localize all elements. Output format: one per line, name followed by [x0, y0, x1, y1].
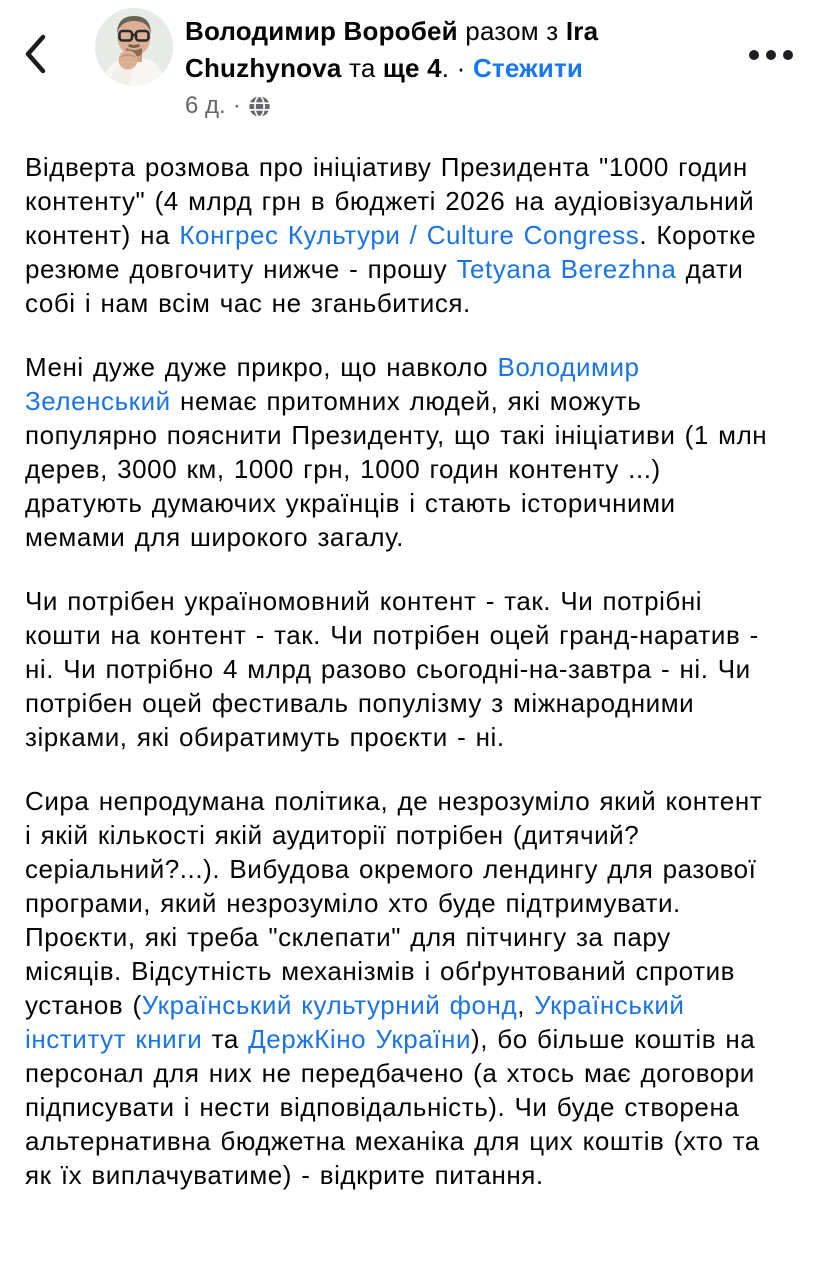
inline-link[interactable]: Український культурний фонд — [141, 990, 518, 1020]
more-options-button[interactable] — [747, 44, 795, 66]
follow-link[interactable]: Стежити — [472, 53, 584, 83]
text-segment: та — [341, 53, 383, 83]
post-byline — [185, 13, 713, 87]
profile-name-link[interactable]: ще 4 — [382, 53, 442, 83]
back-button[interactable] — [24, 30, 64, 80]
profile-name-link[interactable]: Ira Chuzhynova — [185, 16, 599, 83]
text-segment: Відверта розмова про ініціативу Президента "1000 годин контенту" (4 млрд грн в бюджеті 2026 на аудіовізуальний контент) на — [25, 152, 755, 250]
kebab-menu-icon — [766, 50, 776, 60]
text-segment: Сира непродумана політика, де незрозуміло який контент і якій кількості якій аудиторії потрібен (дитячий? серіальний?...). Вибудова окремого лендингу для разової програми, який незрозуміло хто буде підтримувати. Проєкти, які треба "склепати" для пітчингу за пару місяців. Відсутність механізмів і обґрунтований спротив установ ( — [25, 786, 763, 1020]
inline-link[interactable]: Український інститут книги — [25, 990, 685, 1054]
text-segment: ), бо більше коштів на персонал для них не передбачено (а хтось має договори підписувати і нести відповідальність). Чи буде створена альтернативна бюджетна механіка для цих коштів (хто та як їх виплачуватиме) - відкрите питання. — [25, 1024, 760, 1190]
timestamp: 6 д. — [185, 92, 226, 119]
text-segment: , — [517, 990, 535, 1020]
inline-link[interactable]: ДержКіно України — [248, 1024, 472, 1054]
kebab-menu-icon — [749, 50, 759, 60]
post-header — [0, 0, 815, 126]
post-meta — [185, 93, 713, 119]
post-paragraph — [25, 584, 770, 754]
post-paragraph — [25, 784, 770, 1192]
text-segment: Мені дуже дуже прикро, що навколо — [25, 352, 498, 382]
chevron-left-icon — [24, 34, 46, 77]
header-text — [185, 13, 713, 119]
meta-separator: · — [232, 92, 241, 119]
text-segment: разом з — [457, 16, 566, 46]
inline-link[interactable]: Володимир Зеленський — [25, 352, 640, 416]
inline-link[interactable]: Конгрес Культури / Culture Congress — [179, 220, 640, 250]
inline-link[interactable]: Tetyana Berezhna — [456, 254, 677, 284]
text-segment: . · — [441, 53, 473, 83]
text-segment: . Коротке резюме довгочиту нижче - прошу — [25, 220, 757, 284]
post-body — [0, 126, 815, 1192]
text-segment: та — [202, 1024, 249, 1054]
post-paragraph — [25, 150, 770, 320]
kebab-menu-icon — [783, 50, 793, 60]
profile-name-link[interactable]: Володимир Воробей — [185, 16, 458, 46]
text-segment: немає притомних людей, які можуть популярно пояснити Президенту, що такі ініціативи (1 млн дерев, 3000 км, 1000 грн, 1000 годин контенту ...) дратують думаючих українців і стають історичними мемами для широкого загалу. — [25, 386, 768, 552]
text-segment: дати собі і нам всім час не зганьбитися. — [25, 254, 744, 318]
post-paragraph — [25, 350, 770, 554]
avatar[interactable] — [95, 8, 173, 86]
text-segment: Чи потрібен україномовний контент - так. Чи потрібні кошти на контент - так. Чи потрібен оцей гранд-наратив - ні. Чи потрібно 4 млрд разово сьогодні-на-завтра - ні. Чи потрібен оцей фестиваль популізму з міжнародними зірками, які обиратимуть проєкти - ні. — [25, 586, 759, 752]
globe-icon — [248, 95, 271, 118]
